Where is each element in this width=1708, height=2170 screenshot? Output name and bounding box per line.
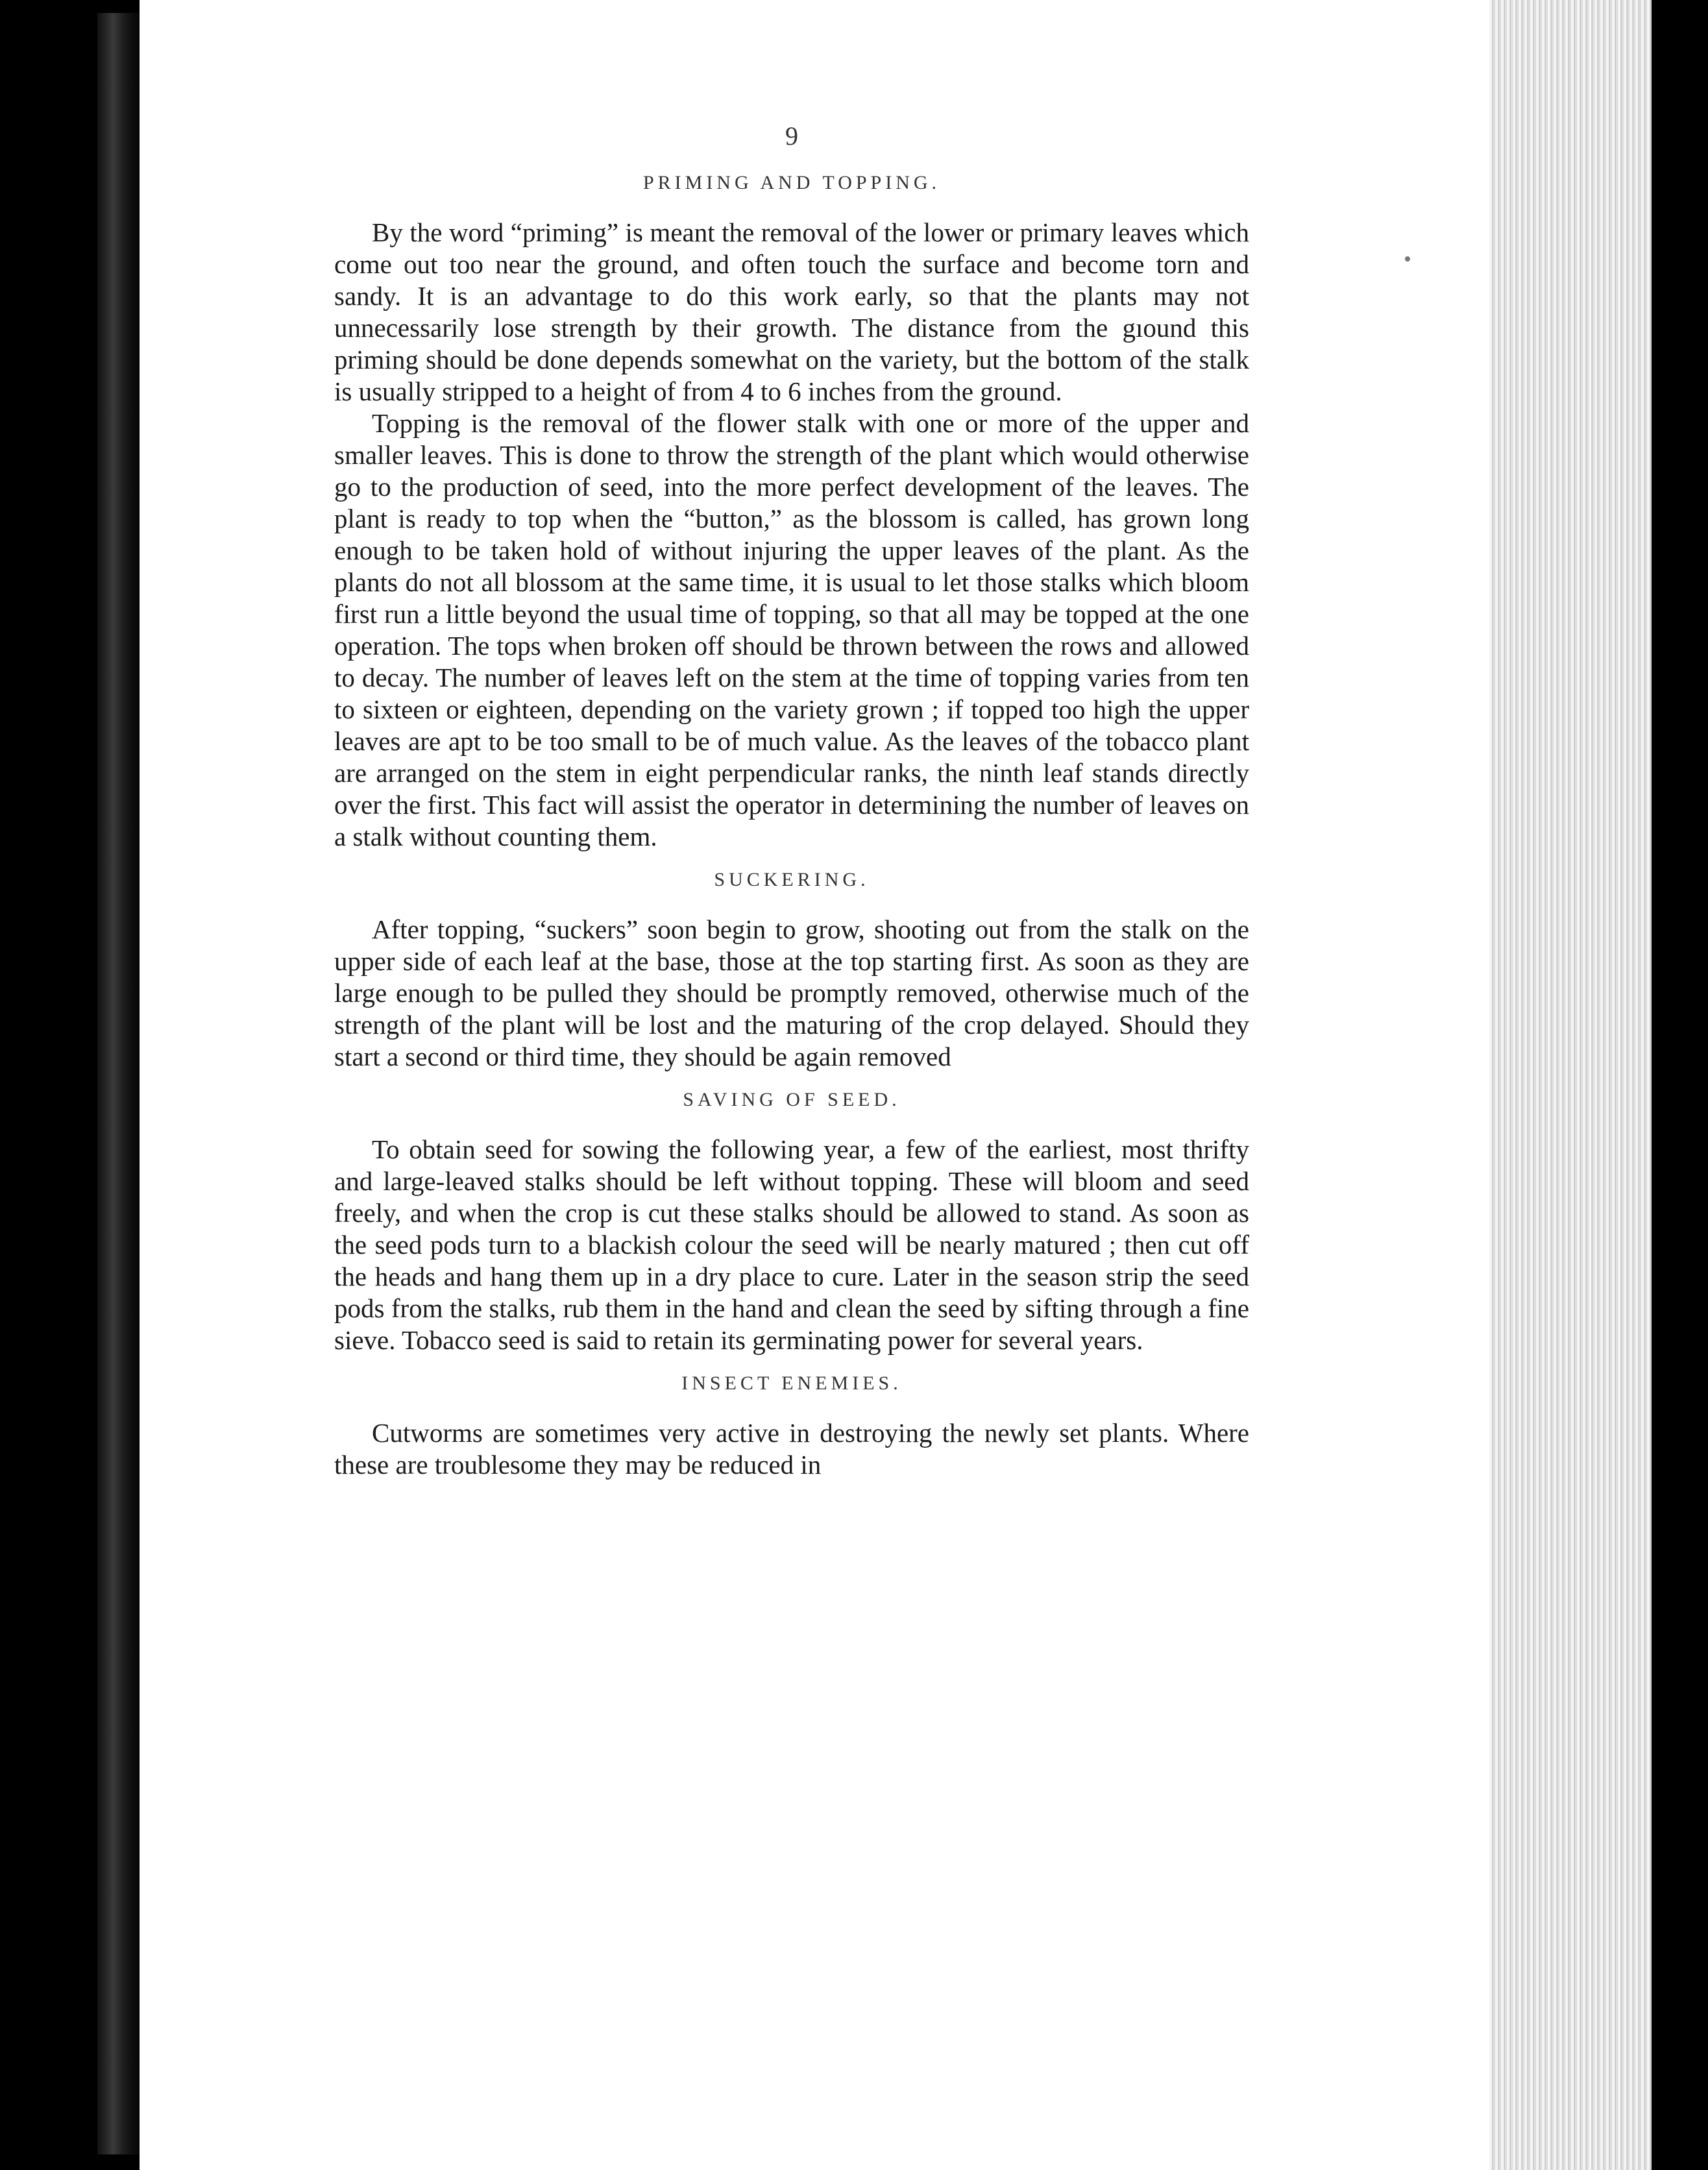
page-number: 9 — [785, 121, 798, 151]
section-suckering — [334, 867, 1249, 1073]
section-priming-and-topping — [334, 170, 1249, 853]
paragraph: After topping, “suckers” soon begin to grow, shooting out from the stalk on the upper side of each leaf at the base, those at the top starting first. As soon as they are large enough to be pulled they should be promptly removed, otherwise much of the strength of the plant will be lost and the maturing of the crop delayed. Should they start a second or third time, they should be again removed — [334, 914, 1249, 1071]
section-saving-of-seed — [334, 1087, 1249, 1356]
paragraph: Topping is the removal of the flower stalk with one or more of the upper and smaller leaves. This is done to throw the strength of the plant which would otherwise go to the production of seed, into the more perfect development of the leaves. The plant is ready to top when the “button,” as the blossom is called, has grown long enough to be taken hold of without injuring the upper leaves of the plant. As the plants do not all blossom at the same time, it is usual to let those stalks which bloom first run a little beyond the usual time of topping, so that all may be topped at the one operation. The tops when broken off should be thrown between the rows and allowed to decay. The number of leaves left on the stem at the time of topping varies from ten to sixteen or eighteen, depending on the variety grown ; if topped too high the upper leaves are apt to be too small to be of much value. As the leaves of the tobacco plant are arranged on the stem in eight perpendicular ranks, the ninth leaf stands directly over the first. This fact will assist the operator in determining the number of leaves on a stalk without counting them. — [334, 408, 1249, 851]
section-heading: INSECT ENEMIES. — [681, 1372, 902, 1394]
section-heading: SUCKERING. — [714, 869, 870, 890]
speck — [1405, 256, 1410, 262]
scan-background-left — [0, 0, 97, 2170]
paragraph: To obtain seed for sowing the following year, a few of the earliest, most thrifty and large-leaved stalks should be left without topping. These will bloom and seed freely, and when the crop is cut these stalks should be allowed to stand. As soon as the seed pods turn to a blackish colour the seed will be nearly matured ; then cut off the heads and hang them up in a dry place to cure. Later in the season strip the seed pods from the stalks, rub them in the hand and clean the seed by sifting through a fine sieve. Tobacco seed is said to retain its germinating power for several years. — [334, 1134, 1249, 1355]
paragraph: By the word “priming” is meant the removal of the lower or primary leaves which come out too near the ground, and often touch the surface and become torn and sandy. It is an advantage to do this work early, so that the plants may not unnecessarily lose strength by their growth. The distance from the gıound this priming should be done depends somewhat on the variety, but the bottom of the stalk is usually stripped to a height of from 4 to 6 inches from the ground. — [334, 217, 1249, 406]
page-text — [334, 117, 1249, 1481]
scan-background-right — [1652, 0, 1708, 2170]
section-insect-enemies — [334, 1371, 1249, 1481]
section-heading: SAVING OF SEED. — [683, 1089, 901, 1110]
paragraph: Cutworms are sometimes very active in destroying the newly set plants. Where these are troublesome they may be reduced in — [334, 1418, 1249, 1480]
page-edges-stack — [1489, 0, 1652, 2170]
section-heading: PRIMING AND TOPPING. — [642, 172, 941, 193]
facing-page-edge — [97, 13, 143, 2154]
